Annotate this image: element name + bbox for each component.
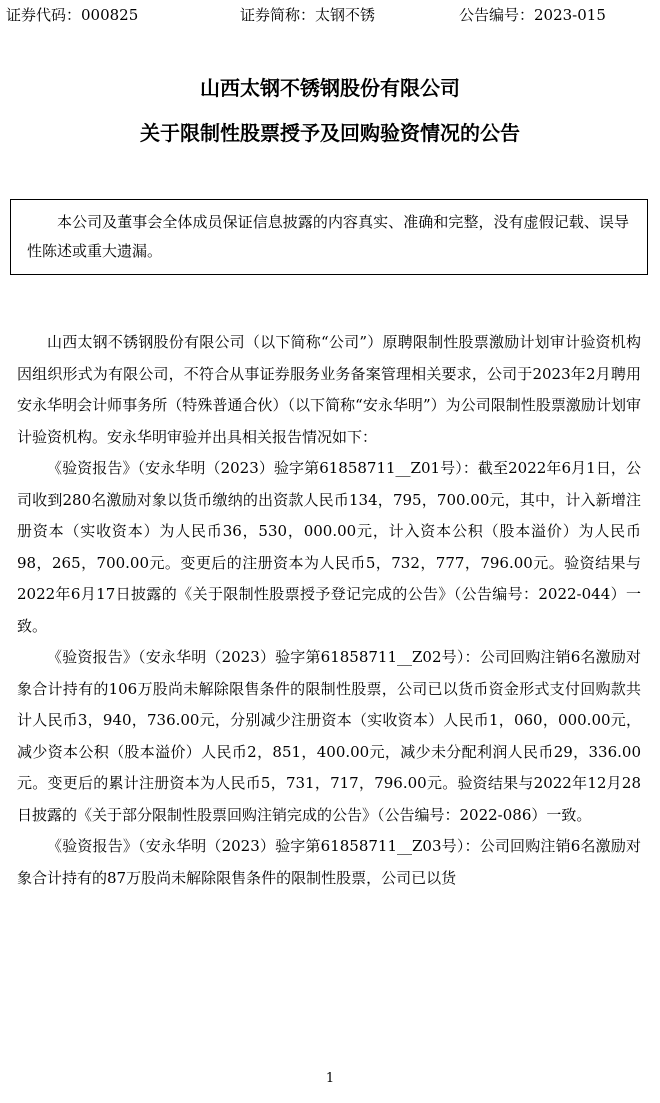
announcement-title: 关于限制性股票授予及回购验资情况的公告: [140, 121, 520, 145]
paragraph-report-z03: 《验资报告》（安永华明（2023）验字第61858711__Z03号）：公司回购注销6名激励对象合计持有的87万股尚未解除限售条件的限制性股票，公司已以货: [17, 837, 641, 887]
board-guarantee-notice: 本公司及董事会全体成员保证信息披露的内容真实、准确和完整，没有虚假记载、误导性陈述或重大遗漏。: [10, 199, 648, 275]
document-header: [0, 4, 660, 26]
securities-code: 证券代码：000825: [6, 6, 139, 24]
announcement-number: 公告编号：2023-015: [459, 6, 606, 24]
page-number: 1: [325, 1071, 335, 1086]
paragraph-intro: 山西太钢不锈钢股份有限公司（以下简称“公司”）原聘限制性股票激励计划审计验资机构因组织形式为有限公司，不符合从事证券服务业务备案管理相关要求，公司于2023年2月聘用安永华明会计师事务所（特殊普通合伙）（以下简称“安永华明”）为公司限制性股票激励计划审计验资机构。安永华明审验并出具相关报告情况如下：: [17, 333, 641, 446]
paragraph-report-z01: 《验资报告》（安永华明（2023）验字第61858711__Z01号）：截至2022年6月1日，公司收到280名激励对象以货币缴纳的出资款人民币134，795，700.00元，其中，计入新增注册资本（实收资本）为人民币36，530，000.00元，计入资本公积（股本溢价）为人民币98，265，700.00元。变更后的注册资本为人民币5，732，777，796.00元。验资结果与2022年6月17日披露的《关于限制性股票授予登记完成的公告》（公告编号：2022-044）一致。: [17, 459, 641, 635]
company-name: 山西太钢不锈钢股份有限公司: [200, 76, 460, 100]
securities-abbreviation: 证券简称：太钢不锈: [240, 6, 376, 24]
announcement-body: [17, 327, 641, 894]
paragraph-report-z02: 《验资报告》（安永华明（2023）验字第61858711__Z02号）：公司回购注销6名激励对象合计持有的106万股尚未解除限售条件的限制性股票，公司已以货币资金形式支付回购款共计人民币3，940，736.00元，分别减少注册资本（实收资本）人民币1，060，000.00元，减少资本公积（股本溢价）人民币2，851，400.00元，减少未分配利润人民币29，336.00元。变更后的累计注册资本为人民币5，731，717，796.00元。验资结果与2022年12月28日披露的《关于部分限制性股票回购注销完成的公告》（公告编号：2022-086）一致。: [17, 648, 641, 824]
